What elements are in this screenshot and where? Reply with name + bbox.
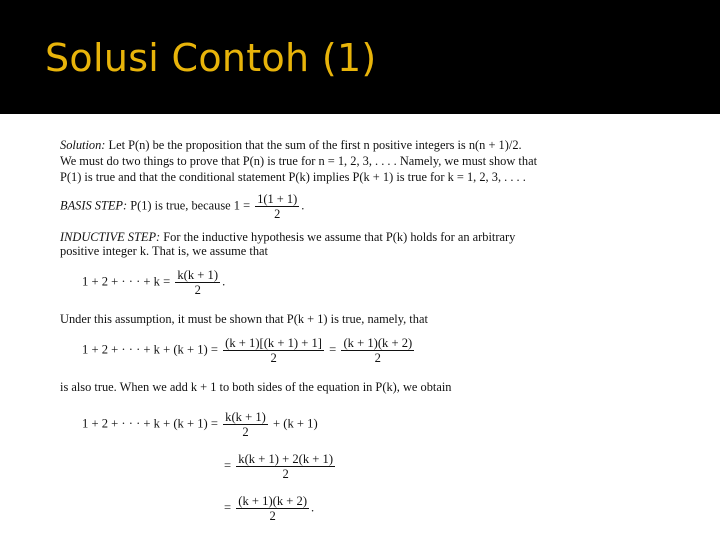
equation-goal-numerator-2: (k + 1)(k + 2): [343, 336, 413, 350]
equation-derivation-numerator-1: k(k + 1): [225, 410, 266, 424]
slide-title: Solusi Contoh (1): [45, 36, 377, 80]
equation-derivation-denominator-3: 2: [269, 509, 276, 523]
equation-hypothesis-denominator: 2: [194, 283, 201, 297]
basis-step: [60, 192, 304, 221]
equation-derivation-numerator-2: k(k + 1) + 2(k + 1): [238, 452, 334, 466]
inductive-step-label: INDUCTIVE STEP:: [60, 230, 161, 244]
solution-line-2: We must do two things to prove that P(n) is true for n = 1, 2, 3, . . . . Namely, we must show that: [60, 154, 538, 168]
equation-derivation-fraction-1: [223, 410, 268, 439]
equation-derivation-fraction-3: [236, 494, 309, 523]
equation-goal: [82, 336, 416, 365]
equation-hypothesis-fraction: [175, 268, 220, 297]
equation-goal-equals: =: [329, 342, 337, 357]
basis-step-label: BASIS STEP:: [60, 198, 128, 213]
basis-fraction: [255, 192, 299, 221]
equation-goal-lhs: 1 + 2 + · · · + k + (k + 1) =: [82, 342, 218, 357]
equation-derivation-numerator-3: (k + 1)(k + 2): [238, 494, 308, 508]
equation-hypothesis: [82, 268, 225, 297]
equation-derivation-period: .: [311, 500, 315, 515]
equation-goal-denominator-1: 2: [270, 351, 277, 365]
basis-fraction-numerator: 1(1 + 1): [257, 192, 298, 206]
solution-line-3: P(1) is true and that the conditional statement P(k) implies P(k + 1) is true for k = 1, 2, 3, . . . .: [60, 170, 526, 184]
basis-fraction-denominator: 2: [274, 207, 281, 221]
equation-derivation-equals-3: =: [224, 500, 232, 515]
equation-hypothesis-numerator: k(k + 1): [177, 268, 219, 282]
equation-goal-numerator-1: (k + 1)[(k + 1) + 1]: [225, 336, 323, 350]
equation-derivation-1: [82, 410, 318, 439]
equation-hypothesis-period: .: [222, 274, 226, 289]
equation-derivation-lhs: 1 + 2 + · · · + k + (k + 1) =: [82, 416, 218, 431]
equation-derivation-denominator-1: 2: [242, 425, 249, 439]
equation-derivation-3: [224, 494, 314, 523]
inductive-step-text: For the inductive hypothesis we assume that P(k) holds for an arbitrary: [163, 230, 516, 244]
also-true-line: is also true. When we add k + 1 to both sides of the equation in P(k), we obtain: [60, 380, 452, 394]
equation-goal-fraction-1: [223, 336, 324, 365]
equation-goal-fraction-2: [341, 336, 414, 365]
under-assumption-line: Under this assumption, it must be shown that P(k + 1) is true, namely, that: [60, 312, 428, 326]
equation-derivation-denominator-2: 2: [282, 467, 289, 481]
inductive-step-line-1: [60, 230, 515, 244]
equation-goal-denominator-2: 2: [374, 351, 381, 365]
equation-derivation-fraction-2: [236, 452, 335, 481]
solution-label: Solution:: [60, 138, 106, 152]
solution-text: Let P(n) be the proposition that the sum of the first n positive integers is n(n + 1)/2.: [108, 138, 522, 152]
inductive-step-line-2: positive integer k. That is, we assume that: [60, 244, 268, 258]
basis-step-text: P(1) is true, because 1 =: [130, 198, 251, 213]
slide-header: [0, 0, 720, 114]
equation-hypothesis-lhs: 1 + 2 + · · · + k =: [82, 274, 171, 289]
equation-derivation-equals-2: =: [224, 458, 232, 473]
equation-derivation-2: [224, 452, 337, 481]
solution-line-1: [60, 138, 522, 152]
equation-derivation-tail: + (k + 1): [273, 416, 318, 431]
basis-period: .: [301, 198, 305, 213]
